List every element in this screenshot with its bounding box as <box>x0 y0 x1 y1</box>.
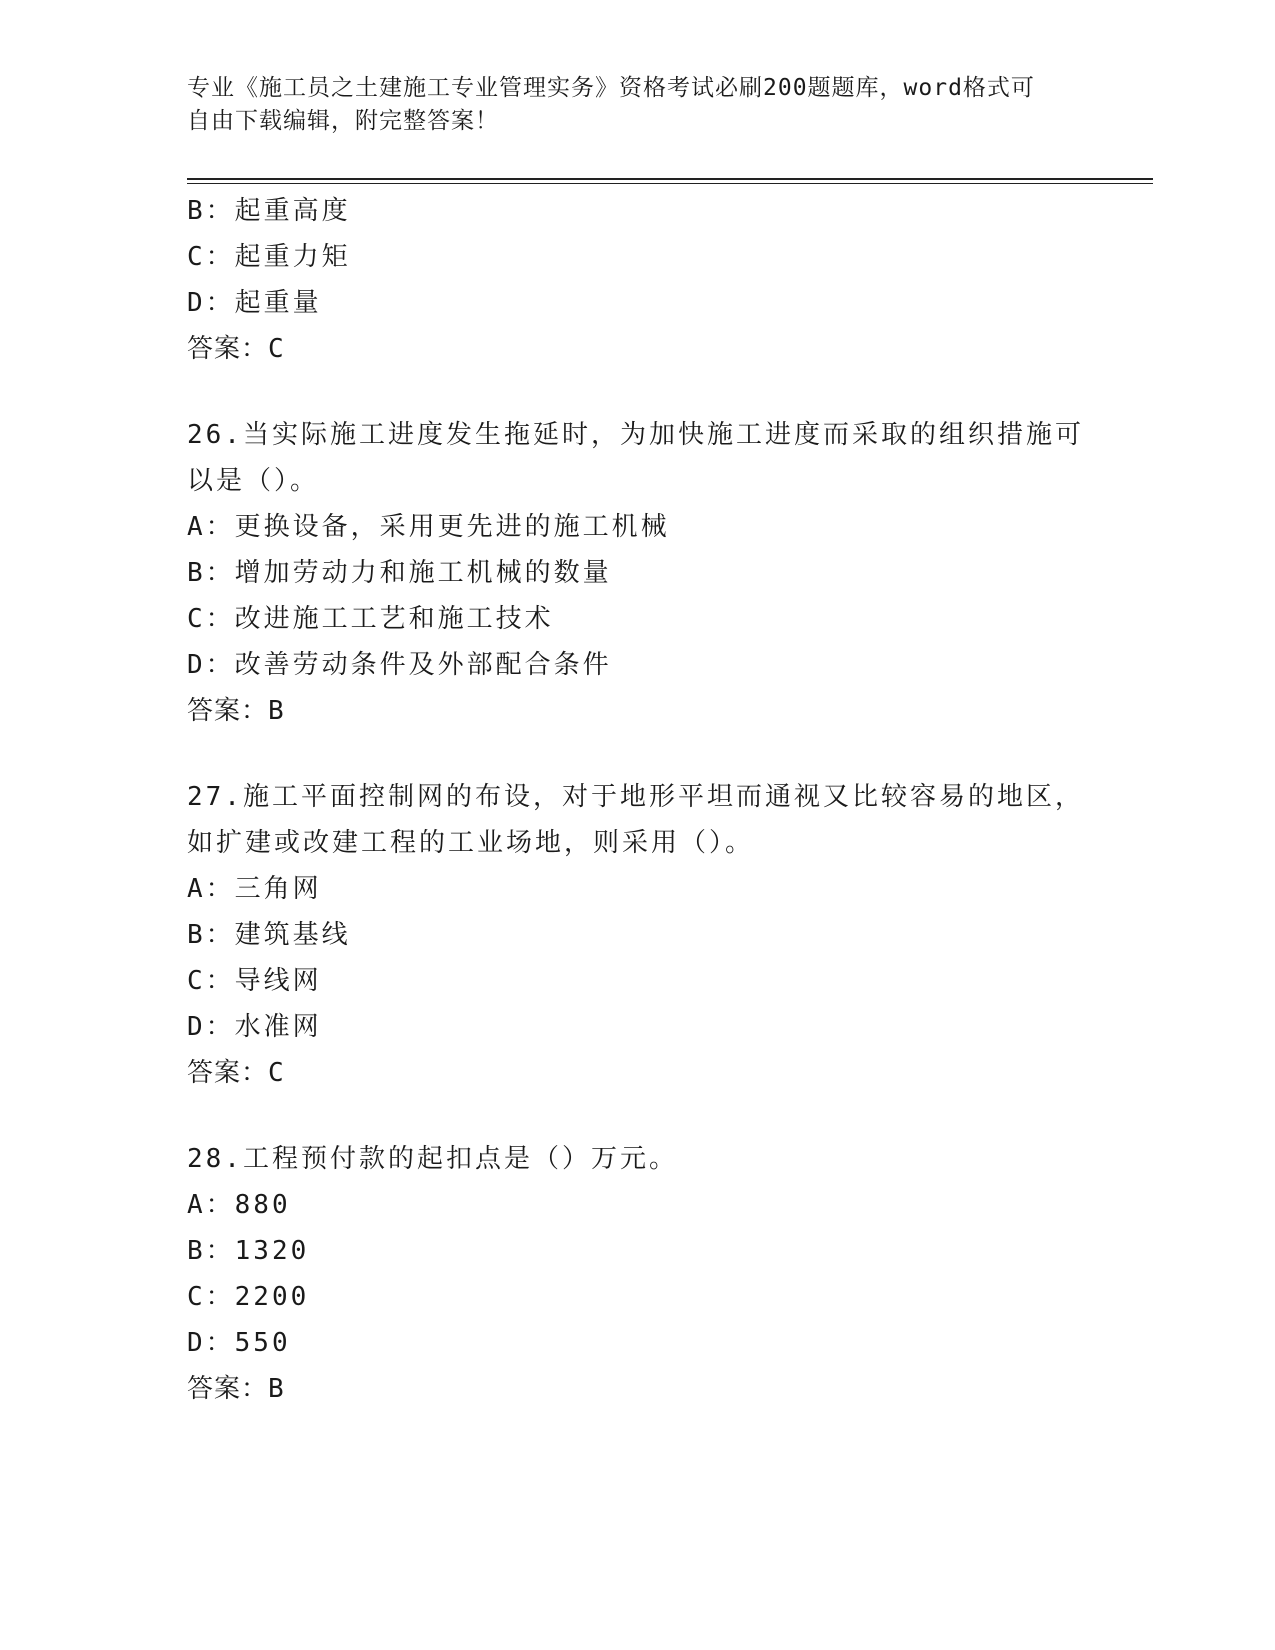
spacer <box>187 372 1087 412</box>
question-27 <box>187 774 1087 1096</box>
page-header <box>187 72 1087 138</box>
option-a: A：880 <box>187 1190 291 1220</box>
spacer <box>187 1096 1087 1136</box>
header-line-2: 自由下载编辑，附完整答案！ <box>187 108 499 134</box>
answer-line: 答案：C <box>187 1058 285 1088</box>
option-d: D：起重量 <box>187 288 322 318</box>
question-25-tail <box>187 188 1087 372</box>
option-a: A：三角网 <box>187 874 322 904</box>
option-b: B：1320 <box>187 1236 310 1266</box>
question-stem-continued: 以是（）。 <box>187 466 320 496</box>
option-d: D：550 <box>187 1328 291 1358</box>
option-d: D：改善劳动条件及外部配合条件 <box>187 650 612 680</box>
option-d: D：水准网 <box>187 1012 322 1042</box>
spacer <box>187 734 1087 774</box>
question-stem-continued: 如扩建或改建工程的工业场地，则采用（）。 <box>187 828 755 858</box>
option-c: C：导线网 <box>187 966 322 996</box>
answer-line: 答案：B <box>187 696 285 726</box>
header-divider-thin <box>187 183 1153 184</box>
header-divider-thick <box>187 178 1153 180</box>
answer-line: 答案：B <box>187 1374 285 1404</box>
question-26 <box>187 412 1087 734</box>
question-28 <box>187 1136 1087 1412</box>
option-c: C：起重力矩 <box>187 242 351 272</box>
question-stem: 28.工程预付款的起扣点是（）万元。 <box>187 1144 678 1174</box>
option-a: A：更换设备，采用更先进的施工机械 <box>187 512 670 542</box>
option-b: B：起重高度 <box>187 196 351 226</box>
question-stem: 26.当实际施工进度发生拖延时，为加快施工进度而采取的组织措施可 <box>187 420 1084 450</box>
option-b: B：建筑基线 <box>187 920 351 950</box>
answer-line: 答案：C <box>187 334 285 364</box>
option-c: C：2200 <box>187 1282 310 1312</box>
header-line-1: 专业《施工员之土建施工专业管理实务》资格考试必刷200题题库，word格式可 <box>187 75 1035 101</box>
question-list <box>187 188 1087 1412</box>
option-c: C：改进施工工艺和施工技术 <box>187 604 554 634</box>
option-b: B：增加劳动力和施工机械的数量 <box>187 558 612 588</box>
question-stem: 27.施工平面控制网的布设，对于地形平坦而通视又比较容易的地区， <box>187 782 1084 812</box>
